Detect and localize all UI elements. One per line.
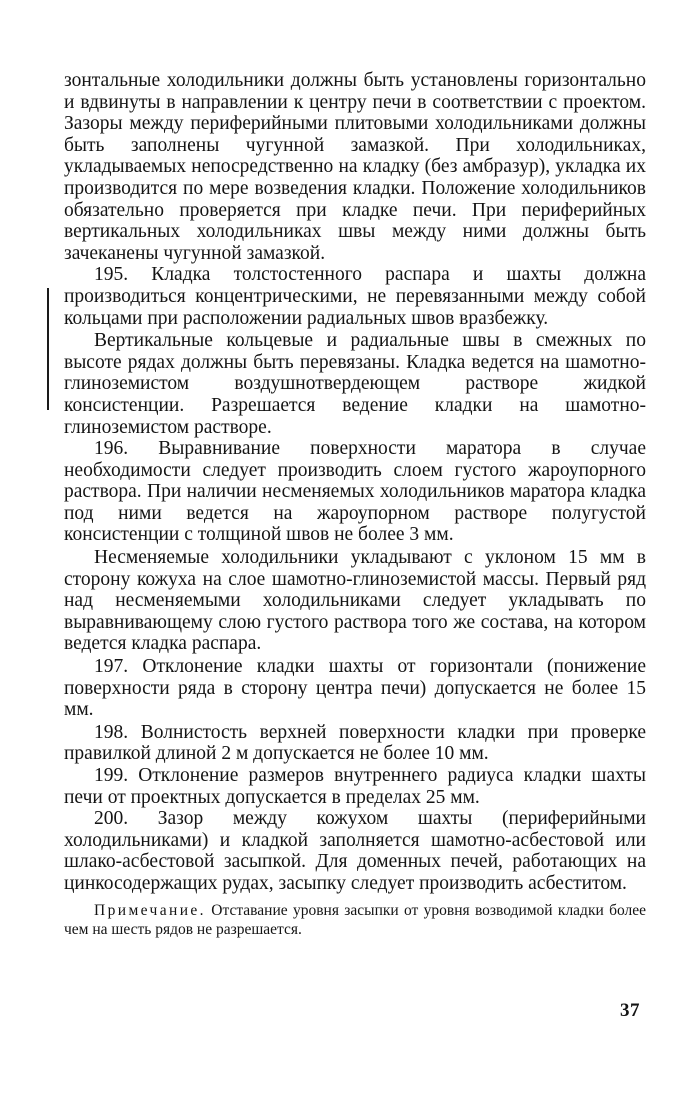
page-number: 37 [620, 1000, 640, 1021]
paragraph-198: 198. Волнистость верхней поверхности кладки при проверке правилкой длиной 2 м допускается не более 10 мм. [64, 721, 646, 765]
paragraph-199: 199. Отклонение размеров внутреннего радиуса кладки шахты печи от проектных допускается в пределах 25 мм. [64, 765, 646, 808]
footnote [64, 901, 646, 939]
paragraph-continuation: зонтальные холодильники должны быть установлены горизонтально и вдвинуты в направлении к центру печи в соответствии с проектом. Зазоры между периферийными плитовыми холодильниками должны быть заполнены чугунной замазкой. При холодильниках, укладываемых непосредственно на кладку (без амбразур), укладка их производится по мере возведения кладки. Положение холодильников обязательно проверяется при кладке печи. При периферийных вертикальных холодильниках швы между ними должны быть зачеканены чугунной замазкой. [64, 70, 646, 264]
paragraph-200: 200. Зазор между кожухом шахты (периферийными холодильниками) и кладкой заполняется шамотно-асбестовой или шлако-асбестовой засыпкой. Для доменных печей, работающих на цинкосодержащих рудах, засыпку следует производить асбеститом. [64, 808, 646, 894]
paragraph-195-continued: Вертикальные кольцевые и радиальные швы в смежных по высоте рядах должны быть перевязаны. Кладка ведется на шамотно-глиноземистом воздушнотвердеющем растворе жидкой консистенции. Разрешается ведение кладки на шамотно-глиноземистом растворе. [64, 330, 646, 438]
paragraph-196: 196. Выравнивание поверхности маратора в случае необходимости следует производить слоем густого жароупорного раствора. При наличии несменяемых холодильников маратора кладка под ними ведется на жароупорном растворе полугустой консистенции с толщиной швов не более 3 мм. [64, 438, 646, 546]
paragraph-196-continued: Несменяемые холодильники укладывают с уклоном 15 мм в сторону кожуха на слое шамотно-глиноземистой массы. Первый ряд над несменяемыми холодильниками следует укладывать по выравнивающему слою густого раствора того же состава, на котором ведется кладка распара. [64, 547, 646, 655]
paragraph-195: 195. Кладка толстостенного распара и шахты должна производиться концентрическими, не перевязанными между собой кольцами при расположении радиальных швов вразбежку. [64, 264, 646, 329]
paragraph-197: 197. Отклонение кладки шахты от горизонтали (понижение поверхности ряда в сторону центра печи) допускается не более 15 мм. [64, 656, 646, 721]
footnote-text: Отставание уровня засыпки от уровня возводимой кладки более чем на шесть рядов не разрешается. [64, 901, 647, 938]
page-body [64, 70, 646, 954]
footnote-label: Примечание. [94, 901, 206, 919]
revision-margin-bar [47, 288, 49, 410]
